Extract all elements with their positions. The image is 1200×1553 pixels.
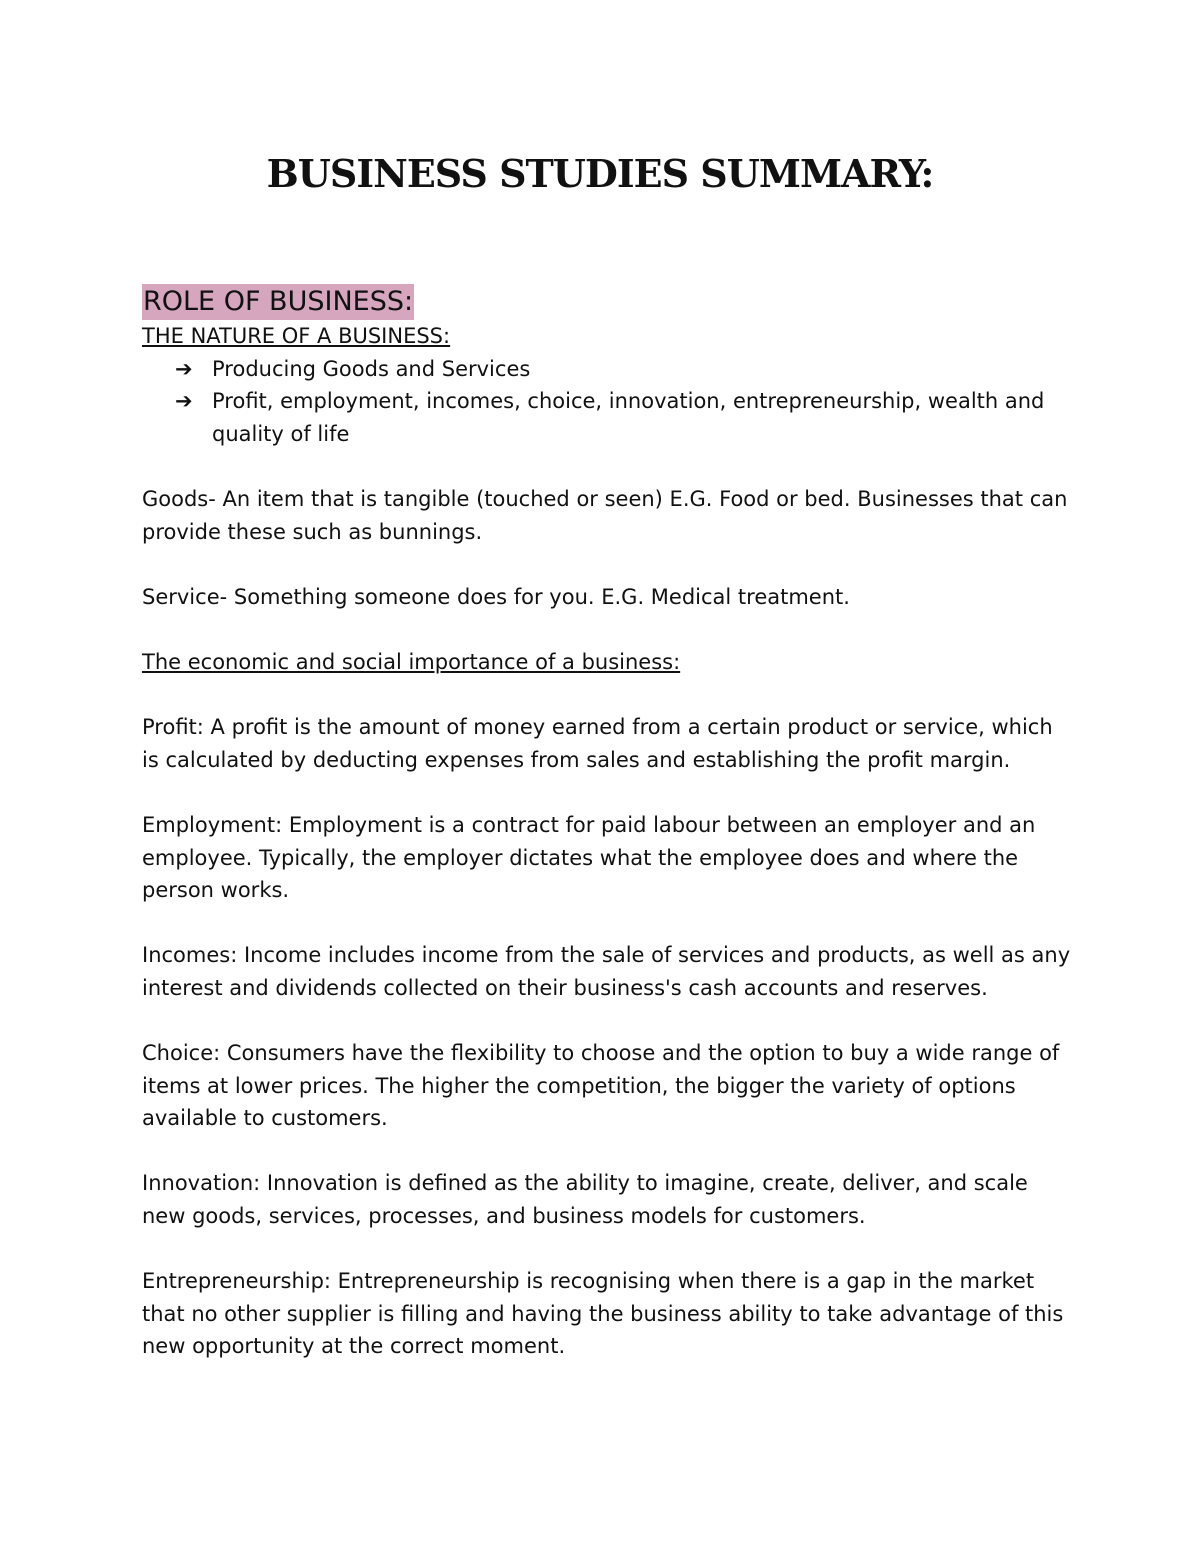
spacer <box>142 907 1072 940</box>
spacer <box>142 613 1072 646</box>
spacer <box>142 548 1072 581</box>
bullet-text: Producing Goods and Services <box>212 356 531 381</box>
incomes-paragraph: Incomes: Income includes income from the sale of services and products, as well as any interest and dividends collected on their business's cash accounts and reserves. <box>142 943 1071 1000</box>
spacer <box>142 1004 1072 1037</box>
profit-paragraph: Profit: A profit is the amount of money earned from a certain product or service, which is calculated by deducting expenses from sales and establishing the profit margin. <box>142 715 1053 772</box>
spacer <box>142 1233 1072 1266</box>
section-heading: ROLE OF BUSINESS: <box>142 284 414 320</box>
document-body <box>142 284 1072 1363</box>
service-paragraph: Service- Something someone does for you. E.G. Medical treatment. <box>142 584 850 609</box>
employment-paragraph: Employment: Employment is a contract for paid labour between an employer and an employee. Typically, the employer dictates what the employee does and where the person works. <box>142 812 1036 903</box>
list-item <box>175 385 1072 450</box>
entrepreneurship-paragraph: Entrepreneurship: Entrepreneurship is recognising when there is a gap in the market that no other supplier is filling and having the business ability to take advantage of this new opportunity at the correct moment. <box>142 1269 1064 1359</box>
list-item <box>175 353 1072 386</box>
nature-heading: THE NATURE OF A BUSINESS: <box>142 324 451 348</box>
importance-heading: The economic and social importance of a business: <box>142 649 681 674</box>
spacer <box>142 776 1072 809</box>
page-title: BUSINESS STUDIES SUMMARY: <box>266 151 934 196</box>
choice-paragraph: Choice: Consumers have the flexibility to choose and the option to buy a wide range of items at lower prices. The higher the competition, the bigger the variety of options available to customers. <box>142 1041 1060 1131</box>
innovation-paragraph: Innovation: Innovation is defined as the ability to imagine, create, deliver, and scale new goods, services, processes, and business models for customers. <box>142 1171 1028 1229</box>
spacer <box>142 679 1072 712</box>
goods-paragraph: Goods- An item that is tangible (touched or seen) E.G. Food or bed. Businesses that can provide these such as bunnings. <box>142 486 1068 544</box>
spacer <box>142 450 1072 483</box>
bullet-text: Profit, employment, incomes, choice, innovation, entrepreneurship, wealth and quality of life <box>212 389 1045 446</box>
arrow-right-icon: ➔ <box>175 356 193 381</box>
arrow-right-icon: ➔ <box>175 389 193 414</box>
spacer <box>142 1135 1072 1168</box>
nature-bullet-list <box>142 353 1072 451</box>
